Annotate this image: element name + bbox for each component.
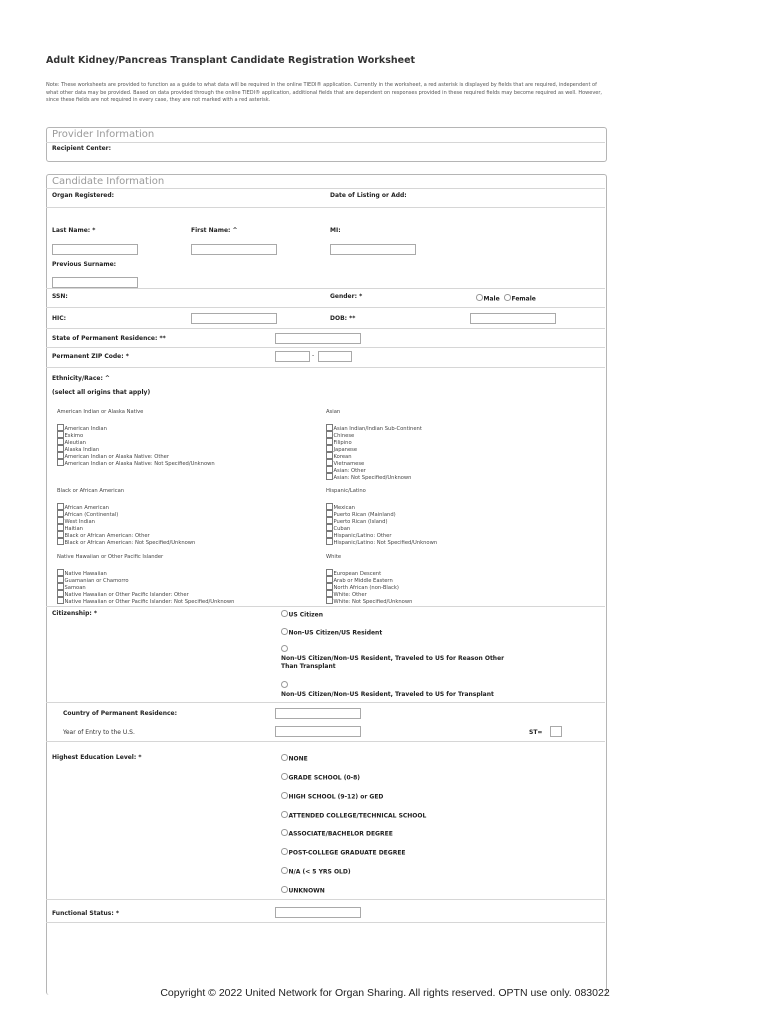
checkbox-japanese[interactable]: Japanese	[326, 445, 357, 454]
divider	[46, 207, 605, 208]
functional-status-input[interactable]	[275, 907, 361, 918]
section-title-candidate: Candidate Information	[52, 176, 165, 187]
country-residence-label: Country of Permanent Residence:	[63, 710, 177, 717]
checkbox-pacific-islander-other[interactable]: Native Hawaiian or Other Pacific Islander: Other	[57, 590, 189, 599]
checkbox-west-indian[interactable]: West Indian	[57, 517, 95, 526]
dob-label: DOB: **	[330, 315, 356, 322]
education-high-school-radio[interactable]: HIGH SCHOOL (9-12) or GED	[281, 792, 383, 801]
checkbox-american-indian[interactable]: American Indian	[57, 424, 107, 433]
checkbox-asian-other[interactable]: Asian: Other	[326, 466, 366, 475]
checkbox-hispanic-other[interactable]: Hispanic/Latino: Other	[326, 531, 391, 540]
divider	[46, 142, 605, 143]
education-graduate-radio[interactable]: POST-COLLEGE GRADUATE DEGREE	[281, 848, 406, 857]
divider	[46, 367, 605, 368]
checkbox-haitian[interactable]: Haitian	[57, 524, 83, 533]
ethnicity-group-white: White	[326, 554, 342, 560]
checkbox-black-unknown[interactable]: Black or African American: Not Specified/Unknown	[57, 538, 195, 547]
worksheet-note: Note: These worksheets are provided to function as a guide to what data will be required in the online TIEDI® application. Currently in the worksheet, a red asterisk is displayed by fields that are required, independent of what other data may be provided. Based on data provided through the online TIEDI® application, additional fields that are dependent on responses provided in these required fields may become required as well. However, since these fields are not required in every case, they are not marked with a red asterisk.	[46, 82, 602, 103]
divider	[46, 741, 605, 742]
checkbox-cuban[interactable]: Cuban	[326, 524, 350, 533]
checkbox-filipino[interactable]: Filipino	[326, 438, 352, 447]
education-grade-school-radio[interactable]: GRADE SCHOOL (0-8)	[281, 773, 360, 782]
checkbox-black-other[interactable]: Black or African American: Other	[57, 531, 150, 540]
divider	[46, 606, 605, 607]
divider	[46, 702, 605, 703]
checkbox-american-indian-other[interactable]: American Indian or Alaska Native: Other	[57, 452, 169, 461]
checkbox-white-unknown[interactable]: White: Not Specified/Unknown	[326, 597, 412, 606]
education-none-radio[interactable]: NONE	[281, 754, 308, 763]
divider	[46, 347, 605, 348]
gender-female-radio[interactable]: Female	[504, 294, 536, 303]
hic-label: HIC:	[52, 315, 67, 322]
education-unknown-radio[interactable]: UNKNOWN	[281, 886, 325, 895]
education-college-radio[interactable]: ATTENDED COLLEGE/TECHNICAL SCHOOL	[281, 811, 426, 820]
citizenship-us-citizen-radio[interactable]: US Citizen	[281, 610, 323, 619]
checkbox-african-american[interactable]: African American	[57, 503, 109, 512]
checkbox-samoan[interactable]: Samoan	[57, 583, 86, 592]
year-entry-label: Year of Entry to the U.S.	[63, 729, 135, 736]
divider	[46, 328, 605, 329]
divider	[46, 307, 605, 308]
divider	[46, 922, 605, 923]
education-label: Highest Education Level: *	[52, 754, 142, 761]
last-name-input[interactable]	[52, 244, 138, 255]
divider	[46, 288, 605, 289]
state-residence-label: State of Permanent Residence: **	[52, 335, 166, 342]
ethnicity-group-asian: Asian	[326, 409, 341, 415]
previous-surname-input[interactable]	[52, 277, 138, 288]
checkbox-puerto-rican-mainland[interactable]: Puerto Rican (Mainland)	[326, 510, 396, 519]
ethnicity-sub-label: (select all origins that apply)	[52, 389, 151, 396]
checkbox-eskimo[interactable]: Eskimo	[57, 431, 83, 440]
checkbox-aleutian[interactable]: Aleutian	[57, 438, 86, 447]
section-title-provider: Provider Information	[52, 129, 155, 140]
checkbox-european-descent[interactable]: European Descent	[326, 569, 381, 578]
citizenship-other-reason-label: Non-US Citizen/Non-US Resident, Traveled to US for Reason Other Than Transplant	[281, 655, 505, 670]
checkbox-chinese[interactable]: Chinese	[326, 431, 354, 440]
checkbox-guamanian[interactable]: Guamanian or Chamorro	[57, 576, 129, 585]
checkbox-asian-indian[interactable]: Asian Indian/Indian Sub-Continent	[326, 424, 422, 433]
state-residence-input[interactable]	[275, 333, 361, 344]
checkbox-african-continental[interactable]: African (Continental)	[57, 510, 118, 519]
st-input[interactable]	[550, 726, 562, 737]
checkbox-puerto-rican-island[interactable]: Puerto Rican (Island)	[326, 517, 388, 526]
mi-label: MI:	[330, 227, 341, 234]
last-name-label: Last Name: *	[52, 227, 96, 234]
citizenship-for-transplant-radio[interactable]	[281, 681, 288, 688]
ssn-label: SSN:	[52, 293, 68, 300]
education-na-radio[interactable]: N/A (< 5 YRS OLD)	[281, 867, 351, 876]
education-associate-radio[interactable]: ASSOCIATE/BACHELOR DEGREE	[281, 829, 393, 838]
first-name-label: First Name: ^	[191, 227, 238, 234]
checkbox-arab[interactable]: Arab or Middle Eastern	[326, 576, 393, 585]
previous-surname-label: Previous Surname:	[52, 261, 117, 268]
ethnicity-label: Ethnicity/Race: ^	[52, 375, 110, 382]
hic-input[interactable]	[191, 313, 277, 324]
ethnicity-group-hispanic: Hispanic/Latino	[326, 488, 366, 494]
checkbox-pacific-islander-unknown[interactable]: Native Hawaiian or Other Pacific Islander: Not Specified/Unknown	[57, 597, 234, 606]
country-residence-input[interactable]	[275, 708, 361, 719]
first-name-input[interactable]	[191, 244, 277, 255]
citizenship-for-transplant-label: Non-US Citizen/Non-US Resident, Traveled to US for Transplant	[281, 691, 494, 698]
organ-registered-label: Organ Registered:	[52, 192, 115, 199]
citizenship-label: Citizenship: *	[52, 610, 98, 617]
checkbox-american-indian-unknown[interactable]: American Indian or Alaska Native: Not Specified/Unknown	[57, 459, 215, 468]
divider	[46, 188, 605, 189]
checkbox-vietnamese[interactable]: Vietnamese	[326, 459, 364, 468]
checkbox-korean[interactable]: Korean	[326, 452, 352, 461]
citizenship-us-resident-radio[interactable]: Non-US Citizen/US Resident	[281, 628, 382, 637]
provider-information-section	[46, 127, 607, 162]
checkbox-white-other[interactable]: White: Other	[326, 590, 367, 599]
citizenship-other-reason-radio[interactable]	[281, 645, 288, 652]
checkbox-hispanic-unknown[interactable]: Hispanic/Latino: Not Specified/Unknown	[326, 538, 437, 547]
recipient-center-label: Recipient Center:	[52, 145, 111, 152]
mi-input[interactable]	[330, 244, 416, 255]
checkbox-native-hawaiian[interactable]: Native Hawaiian	[57, 569, 107, 578]
st-label: ST=	[529, 729, 543, 736]
zip-separator: -	[312, 352, 315, 359]
year-entry-input[interactable]	[275, 726, 361, 737]
ethnicity-group-black: Black or African American	[57, 488, 125, 494]
zip-code-input[interactable]	[275, 351, 310, 362]
copyright-footer: Copyright © 2022 United Network for Organ Sharing. All rights reserved. OPTN use only. 083022	[160, 987, 610, 999]
divider	[46, 899, 605, 900]
ethnicity-group-pacific-islander: Native Hawaiian or Other Pacific Islander	[57, 554, 164, 560]
date-of-listing-label: Date of Listing or Add:	[330, 192, 407, 199]
dob-input[interactable]	[470, 313, 556, 324]
page-title: Adult Kidney/Pancreas Transplant Candidate Registration Worksheet	[46, 55, 416, 66]
gender-male-radio[interactable]: Male	[476, 294, 500, 303]
checkbox-mexican[interactable]: Mexican	[326, 503, 355, 512]
gender-label: Gender: *	[330, 293, 363, 300]
ethnicity-group-american-indian: American Indian or Alaska Native	[57, 409, 144, 415]
checkbox-asian-unknown[interactable]: Asian: Not Specified/Unknown	[326, 473, 411, 482]
zip-extension-input[interactable]	[318, 351, 352, 362]
zip-code-label: Permanent ZIP Code: *	[52, 353, 129, 360]
checkbox-north-african[interactable]: North African (non-Black)	[326, 583, 399, 592]
functional-status-label: Functional Status: *	[52, 910, 119, 917]
checkbox-alaska-indian[interactable]: Alaska Indian	[57, 445, 99, 454]
